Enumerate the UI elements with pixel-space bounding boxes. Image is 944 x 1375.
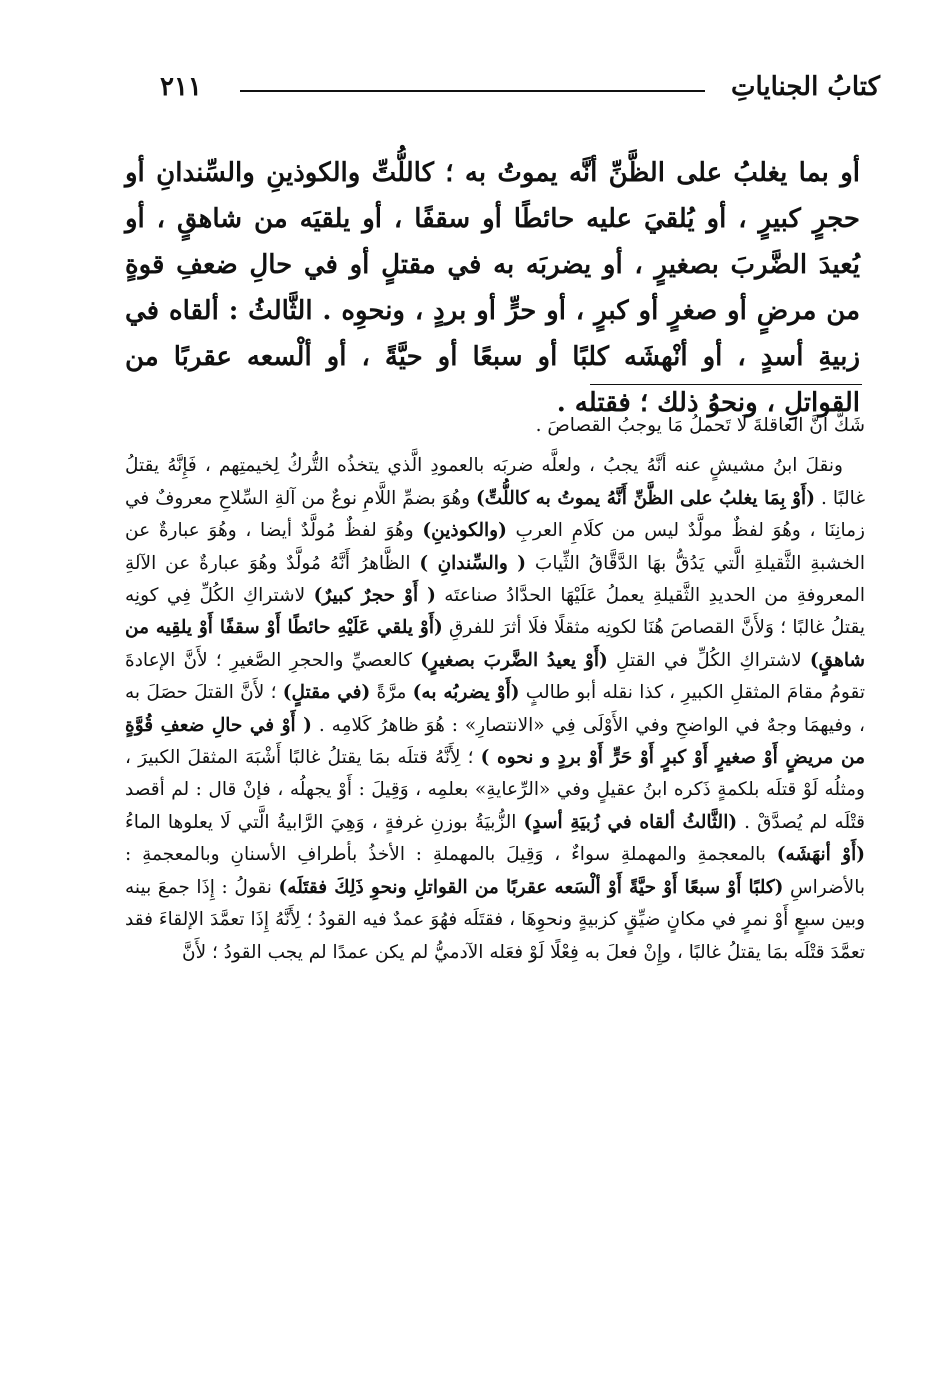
commentary-quote: ( أَوْ في حالِ ضعفِ قُوَّةٍ من مريضٍ أَوْ صغيرٍ أَوْ كبرٍ أَوْ حَرٍّ أَوْ بردٍ و نحوه ) xyxy=(125,714,865,769)
commentary-body xyxy=(125,450,865,969)
commentary-segment: وهُوَ بضمِّ اللَّامِ نوعٌ من آلةِ السِّلاحِ معروفٌ في زمانِنَا ، وهُوَ لفظٌ مولَّدٌ ليس من كلَامِ العربِ xyxy=(125,487,865,542)
commentary-quote: ( والسِّندانِ ) xyxy=(419,552,527,574)
running-title: كتابُ الجناياتِ xyxy=(730,72,880,102)
commentary-segment: ونقلَ ابنُ مشيشٍ عنه أنَّهُ يجبُ ، ولعلَّه ضربَه بالعمودِ الَّذي يتخذُه التُّركُ لِخيمتِهم ، فَإِنَّهُ يقتلُ غالبًا . xyxy=(125,455,865,509)
commentary-quote: (أَوْ يلقي عَلَيْهِ حائطًا أَوْ سقفًا أَوْ يلقِيه من شاهقٍ) xyxy=(125,617,865,671)
commentary-quote: (في مقتلٍ) xyxy=(282,682,371,704)
page-header xyxy=(160,70,880,110)
commentary-quote: (الثَّالثُ ألقاه في زُبيَةِ أسدٍ) xyxy=(523,811,738,833)
header-rule xyxy=(240,90,705,92)
commentary-segment: ؛ لِأَنَّهُ قتلَه بمَا يقتلُ غالبًا أَشْبَهَ المثقلَ الكبيرَ ، ومثلُه لَوْ قتلَه بلكمةٍ ذَكره ابنُ عقيلٍ وفي «الرِّعايةِ» بعلمِه ، وَقِيلَ : أَوْ يجهلُه ، فإنْ قال : لم أقصد قتْلَه لم يُصدَّقْ . xyxy=(125,747,866,833)
commentary-segment: الظَّاهرُ أَنَّهُ مُولَّدٌ وهُوَ عبارةٌ عن الآلةِ المعروفةِ من الحديدِ الثَّقيلةِ يعملُ عَلَيْهَا الحدَّادُ صناعتَه xyxy=(125,552,866,607)
main-text: أو بما يغلبُ على الظَّنِّ أنَّه يموتُ به ؛ كاللُّتِّ والكوذينِ والسِّندانِ أو حجرٍ كبيرٍ ، أو يُلقيَ عليه حائطًا أو سقفًا ، أو يلقيَه من شاهقٍ ، أو يُعيدَ الضَّربَ بصغيرٍ ، أو يضربَه به في مقتلٍ أو في حالِ ضعفِ قوةٍ من مرضٍ أو صغرٍ أو كبرٍ ، أو حرٍّ أو بردٍ ، ونحوِه . الثَّالثُ : ألقاه في زبيةِ أسدٍ ، أو أنْهشَه كلبًا أو سبعًا أو حيَّةً ، أو ألْسعه عقربًا من القواتلِ ، ونحوُ ذلك ؛ فقتله . xyxy=(125,158,860,418)
commentary-segment: لاشتراكِ الكُلِّ في القتلِ xyxy=(607,649,810,671)
commentary-quote: (كلبًا أَوْ سبعًا أَوْ حيَّةً أَوْ ألْسَعه عقربًا من القواتلِ ونحوِ ذَلِكَ فقتَلَه) xyxy=(278,876,784,898)
page-number: ٢١١ xyxy=(160,72,202,102)
commentary-segment: الزُّبيَةُ بوزنِ غرفةٍ ، وَهِيَ الرَّابيةُ الَّتي لَا يعلوها الماءُ xyxy=(125,811,524,833)
commentary-segment: نقولُ : إِذَا جمعَ بينه وبين سبعٍ أَوْ نمرٍ في مكانٍ ضيِّقٍ كزبيةٍ ونحوِهَا ، فقتَلَه فهُوَ عمدٌ فيه القودُ ؛ لِأَنَّهُ إِذَا تعمَّدَ الإلقاءَ فقد تعمَّدَ قتْلَه بمَا يقتلُ غالبًا ، وإِنْ فعلَ به فِعْلًا لَوْ فعَله الآدميُّ لم يكن عمدًا لم يجب القودُ ؛ لأَنَّ xyxy=(125,876,865,963)
commentary-quote: (أَوْ يعيدُ الضَّربَ بصغيرٍ) xyxy=(420,649,608,671)
commentary xyxy=(125,410,865,969)
commentary-segment: وهُوَ لفظٌ مُولَّدٌ أيضا ، وهُوَ عبارةٌ عن الخشبةِ الثَّقيلةِ الَّتي يَدُقُّ بهَا الدَّقَّاقُ الثِّيابَ xyxy=(125,520,865,574)
commentary-quote: (أَوْ أنهَشَه) xyxy=(776,844,865,866)
commentary-segment: لاشتراكِ الكُلِّ فِي كونِه يقتلُ غالبًا ؛ وَلأَنَّ القصاصَ هُنَا لكونِه مثقلًا فلَا أثرَ للفرقِ xyxy=(125,585,865,639)
commentary-segment: كالعصيِّ والحجرِ الصَّغيرِ ؛ لأَنَّ الإعادةَ تقومُ مقامَ المثقلِ الكبيرِ ، كذا نقله أبو طالبٍ xyxy=(125,649,865,704)
commentary-segment: ؛ لأَنَّ القتلَ حصَلَ به ، وفيهمَا وجهٌ في الواضحِ وفي الأَوْلَى فِي «الانتصارِ» : هُوَ ظاهرُ كَلامِه . xyxy=(125,682,865,736)
commentary-quote: (أَوْ بِمَا يغلبُ على الظَّنِّ أَنَّهُ يموتُ به كاللُّتِّ) xyxy=(476,487,815,509)
commentary-lead-line: شَكَّ أنَّ العاقلةَ لَا تَحملُ مَا يوجبُ القصاصَ . xyxy=(535,415,865,436)
commentary-quote: (والكوذينِ) xyxy=(422,520,507,542)
commentary-segment: مرَّةً xyxy=(370,682,413,704)
commentary-segment: بالمعجمةِ والمهملةِ سواءٌ ، وَقِيلَ بالمهملةِ : الأخذُ بأطرافِ الأسنانِ وبالمعجمةِ : بالأضراسِ xyxy=(125,844,866,898)
footnote-rule xyxy=(590,384,862,385)
commentary-quote: ( أَوْ حجرٌ كبيرٌ) xyxy=(313,585,436,607)
commentary-quote: (أَوْ يضربُه به) xyxy=(412,682,520,704)
